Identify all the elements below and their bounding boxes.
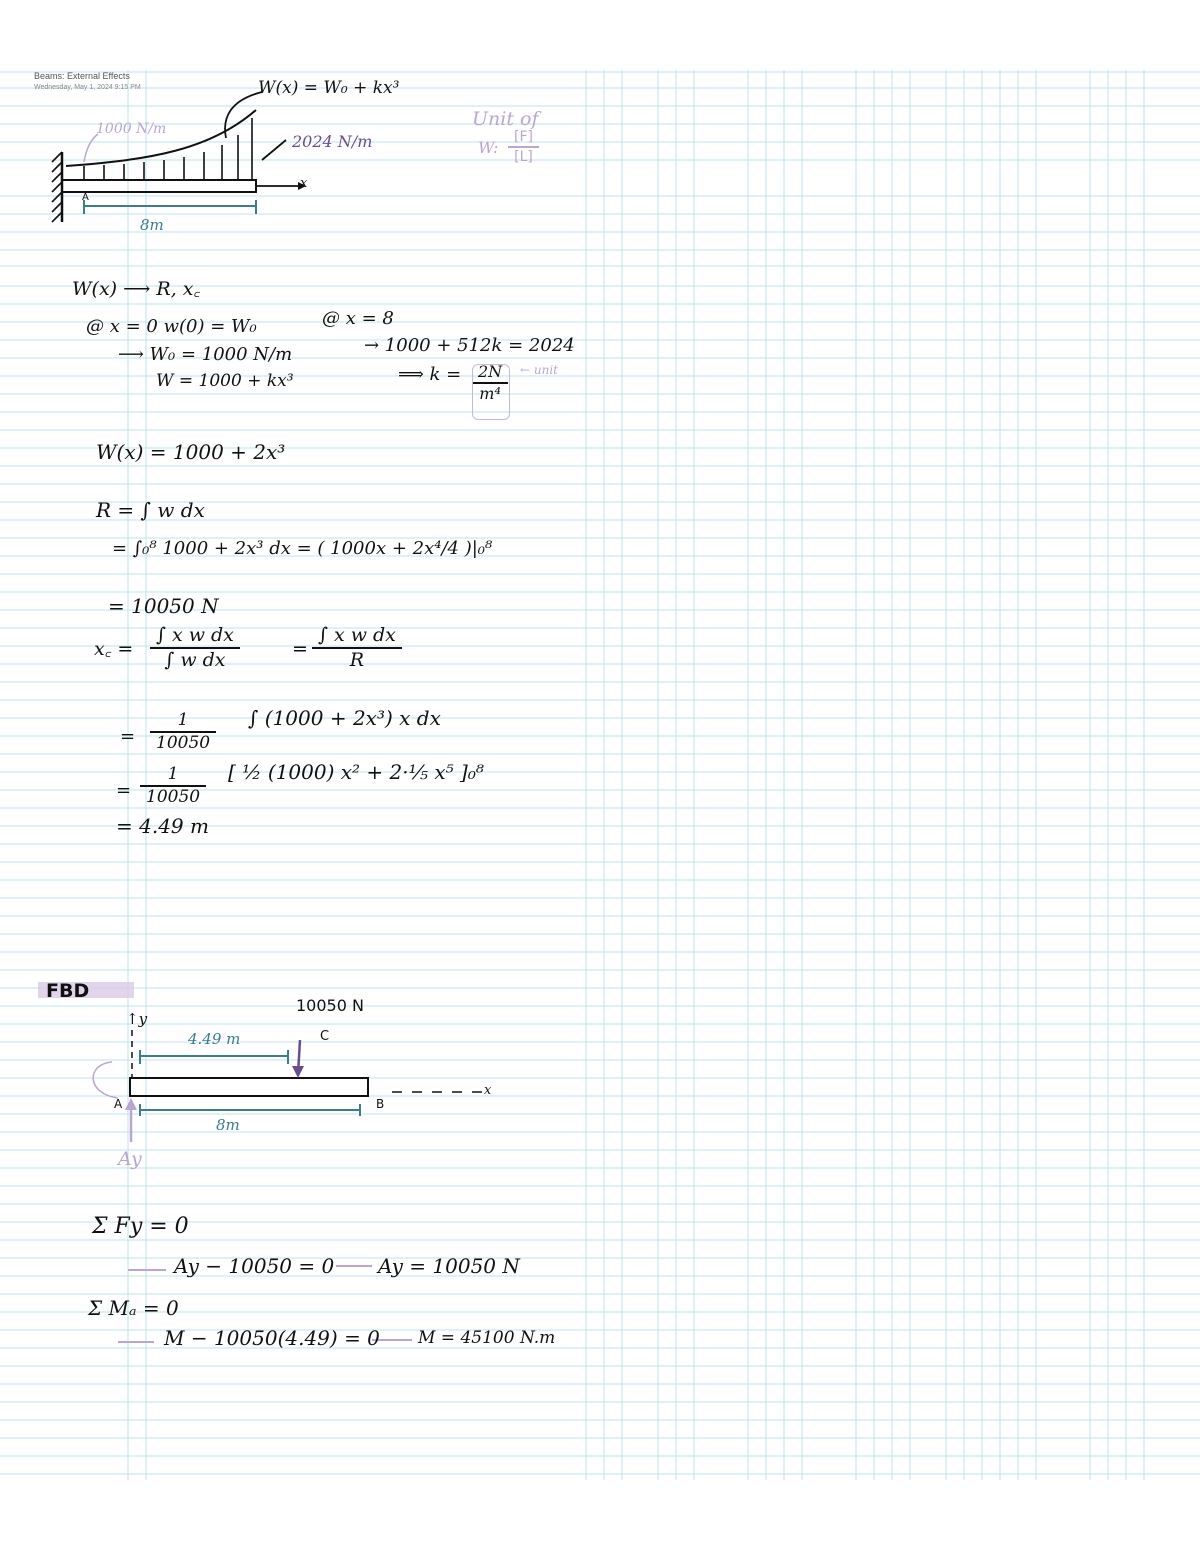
w-final: W(x) = 1000 + 2x³	[96, 440, 286, 464]
goal-line: W(x) ⟶ R, x꜀	[72, 278, 201, 300]
r-definition: R = ∫ w dx	[96, 498, 205, 522]
xc-equals: =	[292, 638, 308, 660]
xc-lhs: x꜀ =	[94, 638, 134, 660]
x0-line-2: ⟶ W₀ = 1000 N/m	[118, 344, 293, 365]
load-left-label: 1000 N/m	[96, 121, 167, 137]
fbd-length: 8m	[216, 1116, 240, 1134]
fy-equation: Ay − 10050 = 0	[174, 1254, 335, 1278]
fbd-reaction-label: Ay	[118, 1148, 142, 1170]
xc-fraction-1: $\frac{\text{∫ x w dx}}{\text{∫ w dx}}$	[150, 626, 240, 670]
unit-tag: ← unit	[520, 363, 558, 377]
fbd-y-axis: ↑y	[126, 1010, 148, 1028]
load-right-label: 2024 N/m	[292, 132, 373, 151]
xc-step2-rest: [ ½ (1000) x² + 2·⅕ x⁵ ]₀⁸	[228, 760, 484, 784]
r-integral: = ∫₀⁸ 1000 + 2x³ dx = ( 1000x + 2x⁴/4 )|₀⁸	[112, 538, 493, 559]
fbd-point-a: A	[114, 1097, 123, 1111]
xc-step1-frac: $\frac{1}{10050}$	[150, 712, 216, 752]
xc-step2-frac: $\frac{1}{10050}$	[140, 766, 206, 806]
sum-ma: Σ Mₐ = 0	[88, 1296, 179, 1320]
fbd-point-c: C	[320, 1029, 330, 1044]
x8-line-1: @ x = 8	[322, 308, 394, 329]
support-label: A	[82, 192, 89, 203]
page-date: Wednesday, May 1, 2024 9:15 PM	[34, 84, 141, 91]
fbd-heading: FBD	[46, 980, 90, 1002]
r-value: = 10050 N	[108, 594, 219, 618]
fbd-dist-c: 4.49 m	[188, 1030, 241, 1048]
load-equation: W(x) = W₀ + kx³	[258, 78, 400, 98]
ma-result: M = 45100 N.m	[418, 1328, 556, 1348]
unit-note-w: W:	[478, 138, 499, 157]
k-value: $\frac{2N}{\text{m⁴}}$	[472, 364, 508, 402]
xc-step1-eq: =	[120, 726, 136, 747]
fbd-force-label: 10050 N	[296, 996, 364, 1015]
sum-fy: Σ Fy = 0	[92, 1214, 189, 1239]
xc-value: = 4.49 m	[116, 814, 209, 838]
length-label: 8m	[140, 216, 164, 234]
unit-note-title: Unit of	[472, 108, 539, 130]
page-title: Beams: External Effects	[34, 71, 130, 81]
x8-line-3: ⟹ k =	[398, 364, 462, 385]
fbd-x-axis: x	[484, 1083, 492, 1098]
x8-line-2: → 1000 + 512k = 2024	[364, 335, 575, 356]
xc-step1-rest: ∫ (1000 + 2x³) x dx	[248, 706, 441, 730]
xc-fraction-2: $\frac{\text{∫ x w dx}}{R}$	[312, 626, 402, 670]
x-axis-label: x	[300, 176, 308, 191]
xc-step2-eq: =	[116, 780, 132, 801]
x0-line-3: W = 1000 + kx³	[156, 371, 294, 391]
ma-equation: M − 10050(4.49) = 0	[164, 1326, 380, 1350]
x0-line-1: @ x = 0 w(0) = W₀	[86, 316, 257, 337]
fy-result: Ay = 10050 N	[378, 1254, 520, 1278]
fbd-point-b: B	[376, 1097, 385, 1111]
unit-note-fraction: $\frac{[F]}{[L]}$	[508, 130, 539, 164]
